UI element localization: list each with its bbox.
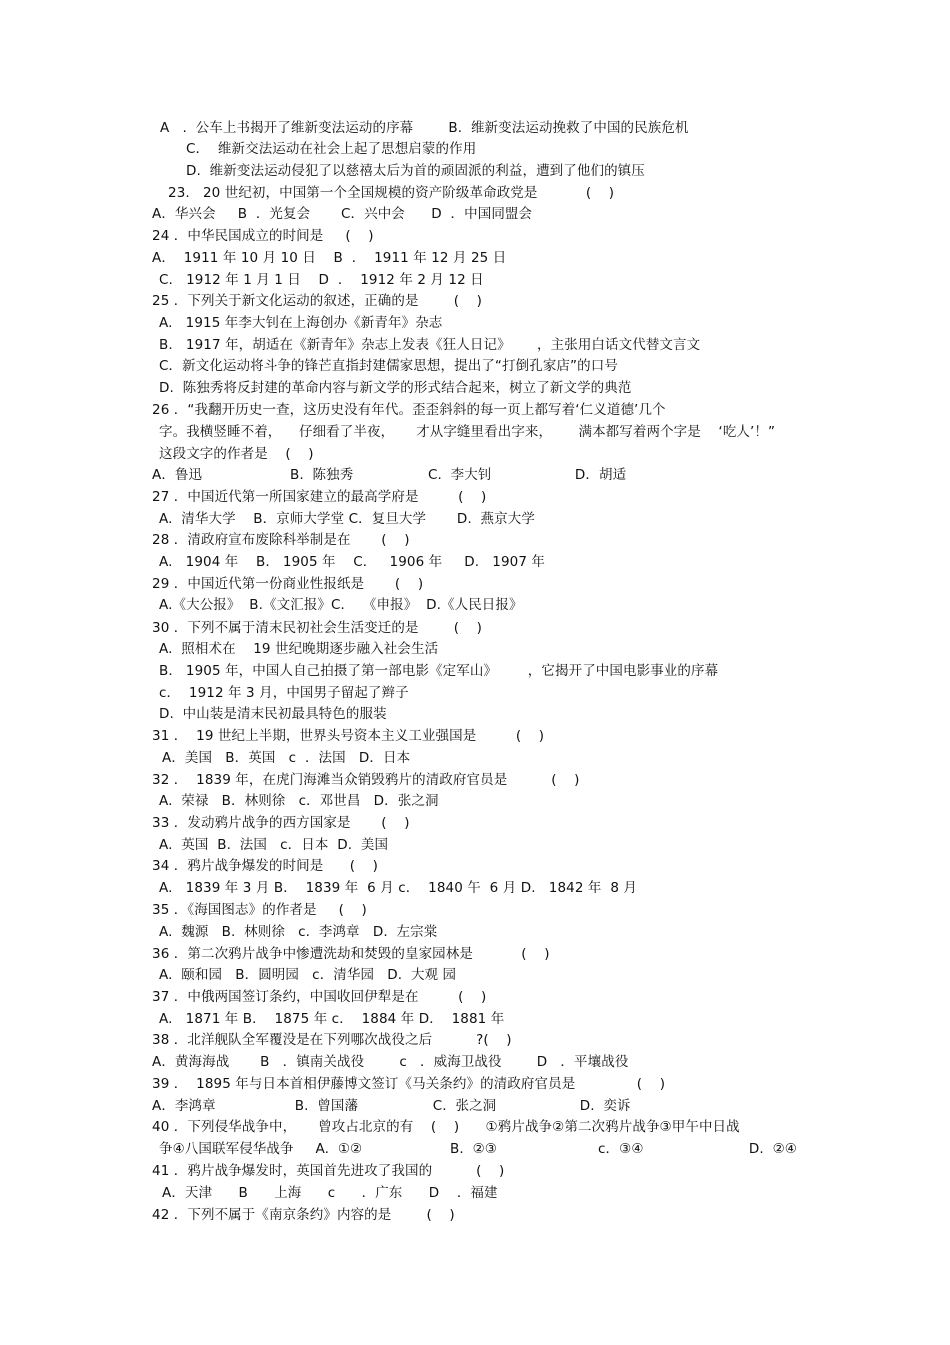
option-30d: D. 中山装是清末民初最具特色的服装 [159,706,387,722]
options-33: A. 英国 B. 法国 c．日本 D. 美国 [159,837,389,853]
question-26-line2: 字。我横竖睡不着， 仔细看了半夜， 才从字缝里看出字来， 满本都写着两个字是 ‘吃人’！” [159,424,776,440]
option-line-22ab: A . 公车上书揭开了维新变法运动的序幕 B. 维新变法运动挽救了中国的民族危机 [160,120,689,136]
options-38: A．黄海海战 B ．镇南关战役 c ．威海卫战役 D ．平壤战役 [152,1054,629,1070]
question-24: 24 ．中华民国成立的时间是 ( ) [152,228,374,244]
options-24-cd: C. 1912 年 1 月 1 日 D ． 1912 年 2 月 12 日 [159,272,484,288]
question-29: 29 ．中国近代第一份商业性报纸是 ( ) [152,576,424,592]
question-27: 27 ．中国近代第一所国家建立的最高学府是 ( ) [152,489,487,505]
question-34: 34 ．鸦片战争爆发的时间是 ( ) [152,858,379,874]
option-25d: D. 陈独秀将反封建的革命内容与新文学的形式结合起来，树立了新文学的典范 [159,380,632,396]
option-line-22c: C． 维新交法运动在社会上起了思想启蒙的作用 [186,141,477,157]
option-30b: B. 1905 年，中国人自己拍摄了第一部电影《定军山》 ，它揭开了中国电影事业的序幕 [159,663,719,679]
options-24-ab: A． 1911 年 10 月 10 日 B ． 1911 年 12 月 25 日 [152,250,507,266]
question-28: 28 ．清政府宣布废除科举制是在 ( ) [152,532,410,548]
options-28: A. 1904 年 B. 1905 年 C． 1906 年 D. 1907 年 [159,554,546,570]
option-25b: B. 1917 年，胡适在《新青年》杂志上发表《狂人日记》 ，主张用白话文代替文言文 [159,337,701,353]
option-30a: A. 照相术在 19 世纪晚期逐步融入社会生活 [159,641,439,657]
options-27: A. 清华大学 B．京师大学堂 C．复旦大学 D. 燕京大学 [159,511,535,527]
question-26-line3: 这段文字的作者是 ( ) [159,446,314,462]
options-23: A．华兴会 B ．光复会 C．兴中会 D ．中国同盟会 [152,206,533,222]
options-29: A.《大公报》 B.《文汇报》C． 《申报》 D.《人民日报》 [159,597,523,613]
option-25c: C．新文化运动将斗争的锋芒直指封建儒家思想，提出了“打倒孔家店”的口号 [159,358,618,374]
question-25: 25 ．下列关于新文化运动的叙述，正确的是 ( ) [152,293,482,309]
question-40-line2: 争④八国联军侵华战争 A. ①② B. ②③ c．③④ D. ②④ [159,1141,797,1157]
option-line-22d: D. 维新变法运动侵犯了以慈禧太后为首的顽固派的利益，遭到了他们的镇压 [186,163,645,179]
options-31: A．美国 B．英国 c ．法国 D．日本 [162,750,411,766]
options-41: A．天津 B 上海 c ．广东 D ．福建 [162,1185,498,1201]
question-35: 35 ．《海国图志》的作者是 ( ) [152,902,367,918]
question-30: 30 ．下列不属于清末民初社会生活变迁的是 ( ) [152,620,482,636]
question-32: 32 ． 1839 年，在虎门海滩当众销毁鸦片的清政府官员是 ( ) [152,772,580,788]
option-30c: c． 1912 年 3 月，中国男子留起了辫子 [159,685,409,701]
question-26-line1: 26 ．“我翻开历史一查，这历史没有年代。歪歪斜斜的每一页上都写着‘仁义道德’几个 [152,402,666,418]
options-32: A. 荣禄 B．林则徐 c．邓世昌 D．张之洞 [159,793,439,809]
question-36: 36 ．第二次鸦片战争中惨遭洗劫和焚毁的皇家园林是 ( ) [152,946,550,962]
question-31: 31 ． 19 世纪上半期，世界头号资本主义工业强国是 ( ) [152,728,545,744]
question-39: 39 ． 1895 年与日本首相伊藤博文签订《马关条约》的清政府官员是 ( ) [152,1076,666,1092]
options-34: A. 1839 年 3 月 B． 1839 年 6 月 c． 1840 午 6 月 D. 1842 年 8 月 [159,880,637,896]
question-33: 33 ．发动鸦片战争的西方国家是 ( ) [152,815,410,831]
question-37: 37 ．中俄两国签订条约，中国收回伊犁是在 ( ) [152,989,487,1005]
option-25a: A. 1915 年李大钊在上海创办《新青年》杂志 [159,315,443,331]
question-40-line1: 40 ．下列侵华战争中， 曾攻占北京的有 ( ) ①鸦片战争②第二次鸦片战争③甲午中日战 [152,1119,740,1135]
options-26: A．鲁迅 B. 陈独秀 C. 李大钊 D．胡适 [152,467,627,483]
options-39: A．李鸿章 B. 曾国藩 C. 张之洞 D. 奕诉 [152,1098,631,1114]
options-36: A. 颐和园 B．圆明园 c．清华园 D. 大观 园 [159,967,457,983]
options-37: A. 1871 年 B． 1875 年 c． 1884 年 D． 1881 年 [159,1011,505,1027]
options-35: A. 魏源 B. 林则徐 c. 李鸿章 D. 左宗棠 [159,924,438,940]
question-38: 38 ．北洋舰队全军覆没是在下列哪次战役之后 ?( ) [152,1032,512,1048]
question-42: 42 ．下列不属于《南京条约》内容的是 ( ) [152,1207,455,1223]
question-23: 23. 20 世纪初，中国第一个全国规模的资产阶级革命政党是 ( ) [168,185,615,201]
question-41: 41 ．鸦片战争爆发时，英国首先进攻了我国的 ( ) [152,1163,505,1179]
